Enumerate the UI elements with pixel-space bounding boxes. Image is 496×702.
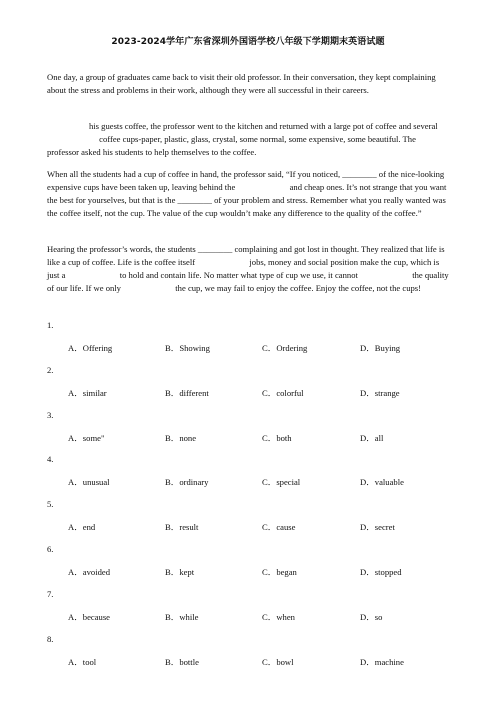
- passage-paragraph-3: [47, 168, 449, 220]
- option-d[interactable]: D．stopped: [360, 567, 402, 577]
- option-c[interactable]: C．both: [262, 433, 292, 443]
- option-a[interactable]: A．some": [68, 433, 105, 443]
- question-number: 8.: [47, 634, 54, 644]
- option-a[interactable]: A．unusual: [68, 477, 110, 487]
- option-b[interactable]: B．different: [165, 388, 209, 398]
- passage-text: When all the students had a cup of coffee in hand, the professor said, “If you noticed, ________ of the nice-looking expensive cups have been taken up, leaving behind the: [47, 169, 445, 192]
- option-d[interactable]: D．all: [360, 433, 384, 443]
- question-number: 5.: [47, 499, 54, 509]
- question-number: 2.: [47, 365, 54, 375]
- passage-text: jobs, money and social position make the cup, which is just a: [47, 257, 440, 280]
- option-b[interactable]: B．ordinary: [165, 477, 209, 487]
- option-b[interactable]: B．kept: [165, 567, 195, 577]
- option-a[interactable]: A．Offering: [68, 343, 113, 353]
- option-d[interactable]: D．machine: [360, 657, 404, 667]
- option-d[interactable]: D．strange: [360, 388, 400, 398]
- passage-text: to hold and contain life. No matter what type of cup we use, it cannot: [119, 270, 358, 280]
- option-b[interactable]: B．none: [165, 433, 197, 443]
- passage-paragraph-2: [47, 120, 449, 159]
- passage-paragraph-1: [47, 71, 449, 97]
- option-b[interactable]: B．while: [165, 612, 199, 622]
- option-b[interactable]: B．Showing: [165, 343, 210, 353]
- option-c[interactable]: C．began: [262, 567, 297, 577]
- option-b[interactable]: B．result: [165, 522, 199, 532]
- option-c[interactable]: C．special: [262, 477, 301, 487]
- option-b[interactable]: B．bottle: [165, 657, 199, 667]
- question-number: 7.: [47, 589, 54, 599]
- passage-text: Hearing the professor’s words, the students ________ complaining and got lost in thought. They realized that life is like a cup of coffee. Life is the coffee itself: [47, 244, 445, 267]
- option-d[interactable]: D．Buying: [360, 343, 401, 353]
- option-a[interactable]: A．because: [68, 612, 110, 622]
- passage-text: the quality of our life. If we only: [47, 270, 449, 293]
- passage-text: the cup, we may fail to enjoy the coffee. Enjoy the coffee, not the cups!: [175, 283, 422, 293]
- passage-text: and cheap ones. It’s not strange that you want the best for yourselves, but that is the ________ of your problem and stress. Remember what you really wanted was the coffee itself, not the cup. The value of the cup wouldn’t make any difference to the quality of the coffee.”: [47, 182, 447, 218]
- passage-text: One day, a group of graduates came back to visit their old professor. In their conversation, they kept complaining about the stress and problems in their work, although they were all successful in their careers.: [47, 72, 436, 95]
- option-a[interactable]: A．tool: [68, 657, 97, 667]
- passage-text: coffee cups-paper, plastic, glass, crystal, some normal, some expensive, some beautiful. The professor asked his students to help themselves to the coffee.: [47, 134, 416, 157]
- passage-paragraph-4: [47, 243, 449, 295]
- option-c[interactable]: C．bowl: [262, 657, 294, 667]
- option-c[interactable]: C．when: [262, 612, 295, 622]
- option-d[interactable]: D．secret: [360, 522, 395, 532]
- option-d[interactable]: D．so: [360, 612, 383, 622]
- question-number: 4.: [47, 454, 54, 464]
- option-c[interactable]: C．Ordering: [262, 343, 308, 353]
- option-c[interactable]: C．colorful: [262, 388, 304, 398]
- option-d[interactable]: D．valuable: [360, 477, 404, 487]
- page-title: 2023-2024学年广东省深圳外国语学校八年级下学期期末英语试题: [111, 37, 385, 47]
- option-a[interactable]: A．end: [68, 522, 96, 532]
- option-c[interactable]: C．cause: [262, 522, 296, 532]
- option-a[interactable]: A．avoided: [68, 567, 111, 577]
- option-a[interactable]: A．similar: [68, 388, 107, 398]
- passage-text: his guests coffee, the professor went to the kitchen and returned with a large pot of coffee and several: [89, 121, 438, 131]
- question-number: 6.: [47, 544, 54, 554]
- question-number: 1.: [47, 320, 54, 330]
- question-number: 3.: [47, 410, 54, 420]
